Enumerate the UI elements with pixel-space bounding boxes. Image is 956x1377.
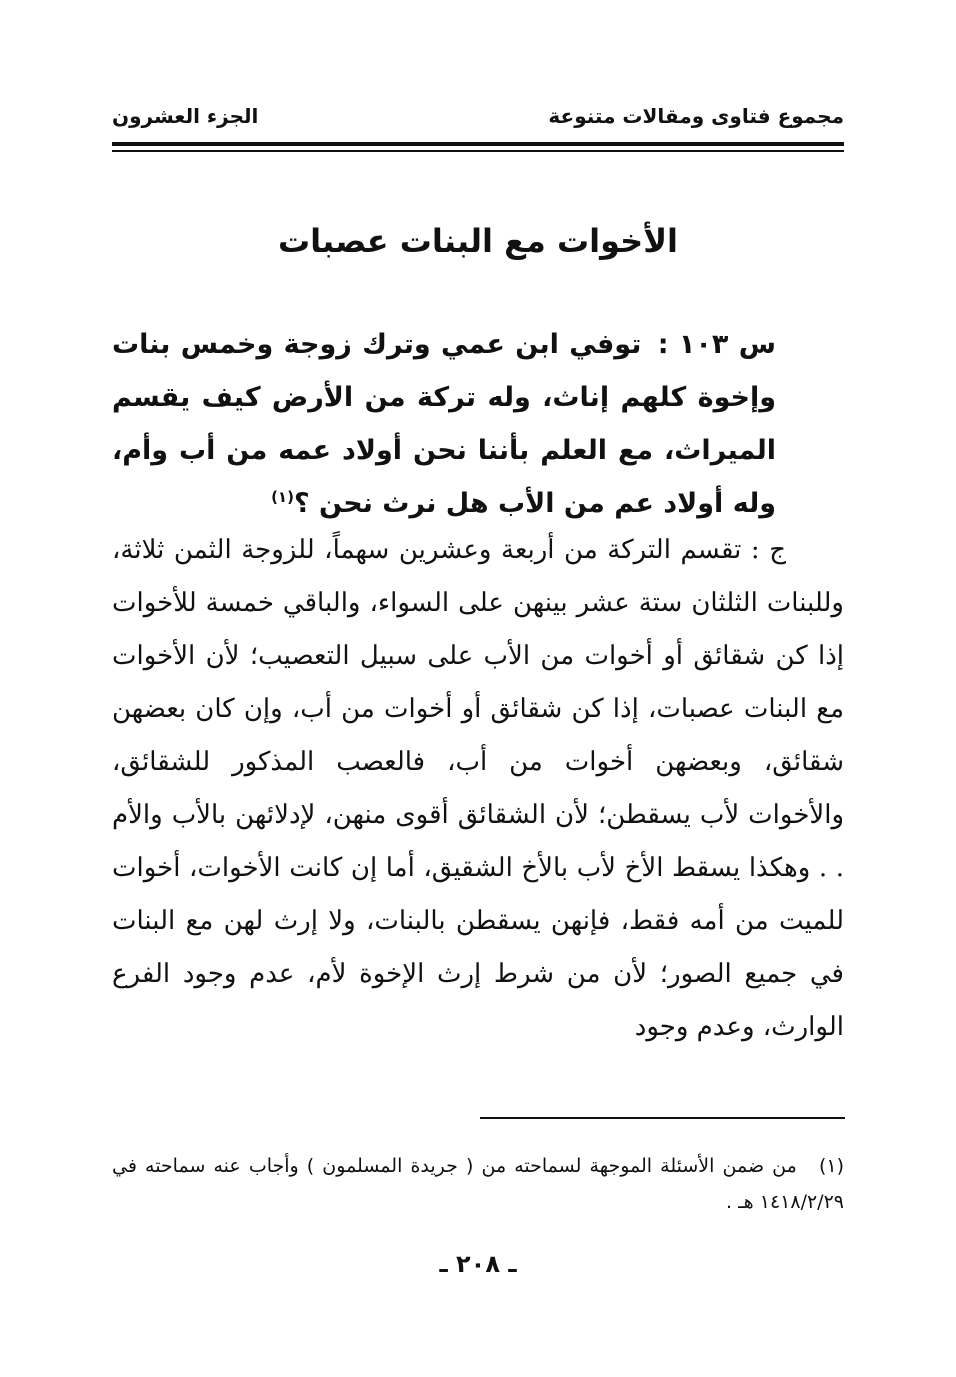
header-rule-thick bbox=[112, 142, 844, 146]
question-label: س ١٠٣ : bbox=[657, 329, 776, 360]
footnote bbox=[112, 1148, 844, 1220]
question-paragraph bbox=[112, 318, 776, 530]
answer-paragraph: ج : تقسم التركة من أربعة وعشرين سهماً، للزوجة الثمن ثلاثة، وللبنات الثلثان ستة عشر بينهن على السواء، والباقي خمسة للأخوات إذا كن شقائق أو أخوات من الأب على سبيل التعصيب؛ لأن الأخوات مع البنات عصبات، إذا كن شقائق أو أخوات من أب، وإن كان بعضهن شقائق، وبعضهن أخوات من أب، فالعصب المذكور للشقائق، والأخوات لأب يسقطن؛ لأن الشقائق أقوى منهن، لإدلائهن بالأب والأم . . وهكذا يسقط الأخ لأب بالأخ الشقيق، أما إن كانت الأخوات، أخوات للميت من أمه فقط، فإنهن يسقطن بالبنات، ولا إرث لهن مع البنات في جميع الصور؛ لأن من شرط إرث الإخوة لأم، عدم وجود الفرع الوارث، وعدم وجود bbox=[112, 535, 844, 1042]
question-text: توفي ابن عمي وترك زوجة وخمس بنات وإخوة كلهم إناث، وله تركة من الأرض كيف يقسم الميراث، مع العلم بأننا نحن أولاد عمه من أب وأم، وله أولاد عم من الأب هل نرث نحن ؟ bbox=[112, 329, 776, 519]
volume-label: الجزء العشرون bbox=[112, 104, 259, 128]
book-title: مجموع فتاوى ومقالات متنوعة bbox=[548, 104, 844, 128]
header-rule-thin bbox=[112, 150, 844, 152]
footnote-text: من ضمن الأسئلة الموجهة لسماحته من ( جريدة المسلمون ) وأجاب عنه سماحته في ١٤١٨/٢/٢٩ هـ . bbox=[112, 1155, 844, 1213]
page-number: ـ ٢٠٨ ـ bbox=[439, 1250, 517, 1278]
article-title: الأخوات مع البنات عصبات bbox=[277, 222, 679, 260]
footnote-number: (١) bbox=[818, 1155, 844, 1177]
footnote-reference: (١) bbox=[271, 488, 294, 506]
running-header bbox=[112, 96, 844, 136]
footnote-separator bbox=[480, 1117, 845, 1119]
